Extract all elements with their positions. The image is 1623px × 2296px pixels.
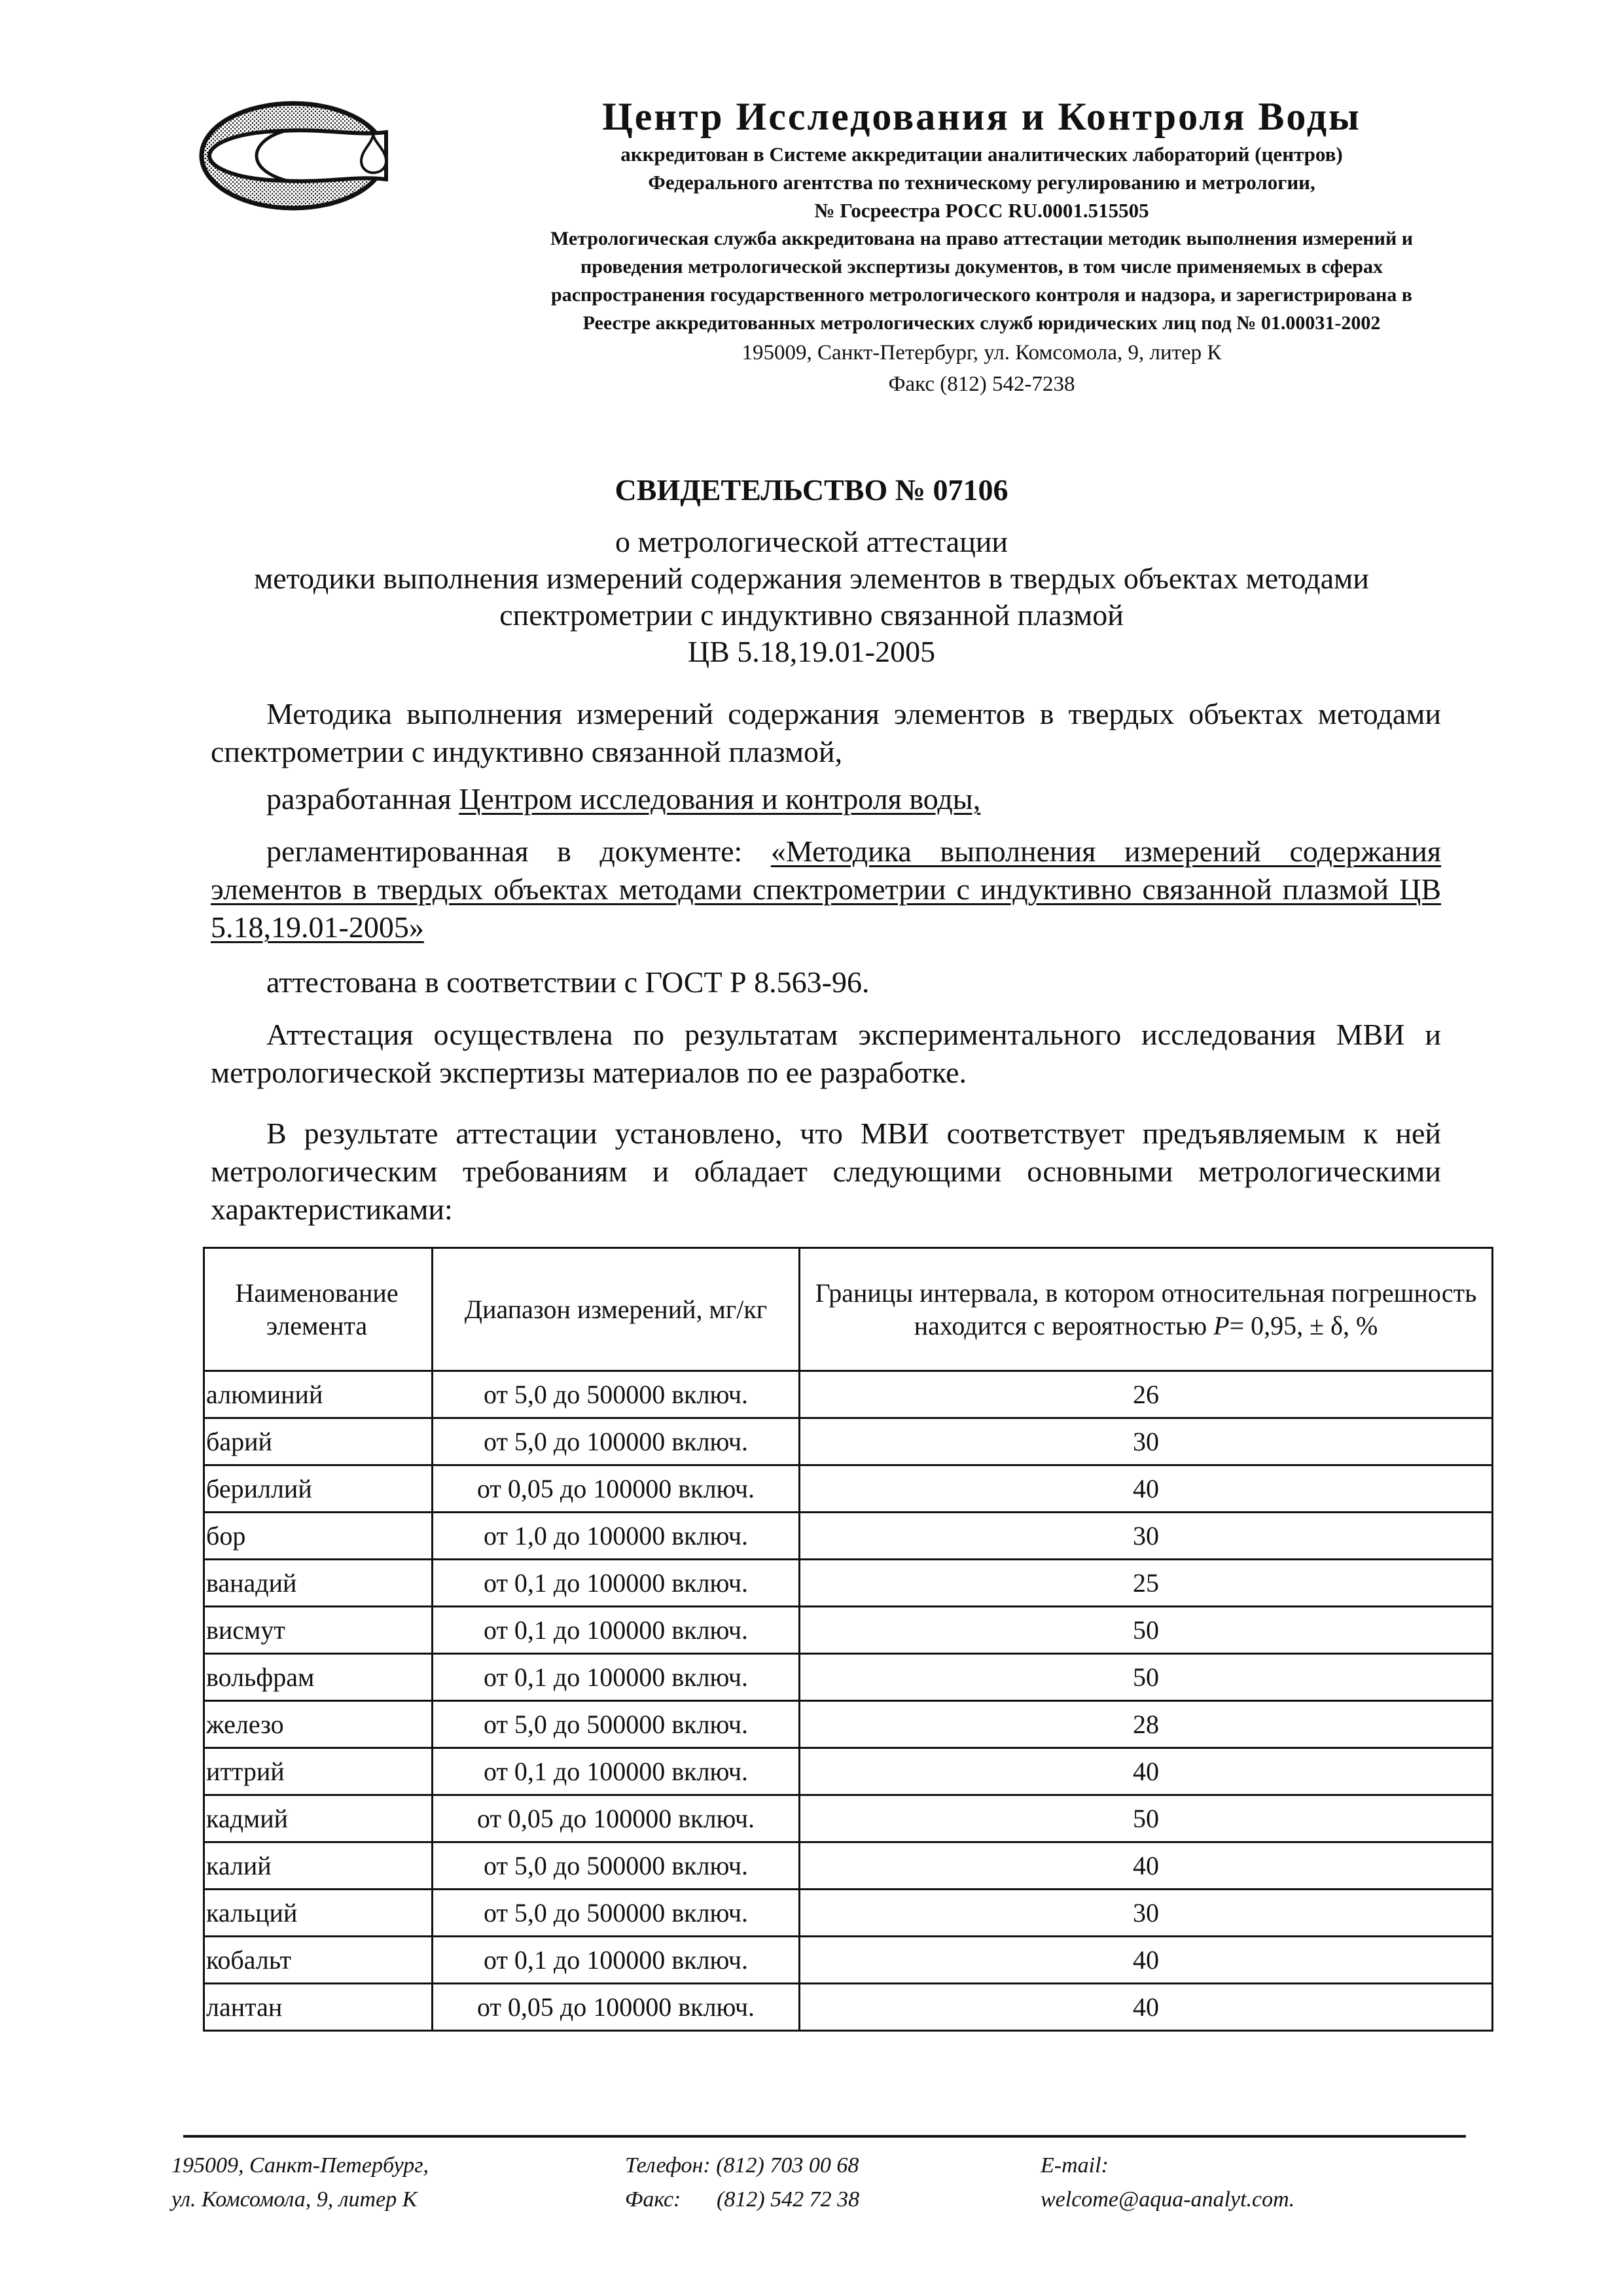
measurement-range: от 0,1 до 100000 включ. [433,1748,800,1795]
footer-address: 195009, Санкт-Петербург, ул. Комсомола, 9, литер К [171,2153,429,2212]
table-row [204,1560,1493,1607]
developer-name: Центром исследования и контроля воды, [459,782,981,816]
element-name: кальций [204,1890,433,1937]
paragraph-developer [211,780,1441,818]
element-name: алюминий [204,1371,433,1418]
phone-label: Телефон: [625,2153,711,2178]
element-name: барий [204,1418,433,1465]
relative-error: 30 [800,1513,1493,1560]
organization-header [471,93,1492,337]
element-name: кадмий [204,1795,433,1842]
registry-number: № Госреестра РОСС RU.0001.515505 [814,199,1149,222]
relative-error: 28 [800,1701,1493,1748]
paragraph-method: Методика выполнения измерений содержания элементов в твердых объектах методами спектрометрии с индуктивно связанной плазмой, [211,697,1441,768]
accreditation-line: аккредитован в Системе аккредитации аналитических лабораторий (центров) [620,143,1343,166]
table-row [204,1607,1493,1654]
table-row [204,1748,1493,1795]
table-body [204,1371,1493,2031]
table-row [204,1890,1493,1937]
measurement-range: от 5,0 до 500000 включ. [433,1371,800,1418]
column-header-range: Диапазон измерений, мг/кг [433,1248,800,1371]
relative-error: 30 [800,1890,1493,1937]
table-row [204,1984,1493,2031]
metrological-characteristics-table [203,1247,1493,2032]
table-row [204,1513,1493,1560]
paragraph-attestation: Аттестация осуществлена по результатам экспериментального исследования МВИ и метрологической экспертизы материалов по ее разработке. [211,1018,1441,1089]
subtitle-line: спектрометрии с индуктивно связанной плазмой [499,598,1124,632]
measurement-range: от 0,05 до 100000 включ. [433,1795,800,1842]
organization-name: Центр Исследования и Контроля Воды [602,95,1361,138]
relative-error: 50 [800,1654,1493,1701]
element-name: калий [204,1842,433,1890]
footer-divider [183,2135,1466,2138]
fax-label: Факс: [625,2187,681,2212]
fax-number: (812) 542 72 38 [717,2187,860,2212]
certificate-title: СВИДЕТЕЛЬСТВО № 07106 [615,473,1008,507]
measurement-range: от 5,0 до 500000 включ. [433,1701,800,1748]
subtitle-line: о метрологической аттестации [615,525,1008,558]
header-fax: Факс (812) 542-7238 [888,372,1075,396]
footer-phones [625,2149,952,2217]
element-name: кобальт [204,1937,433,1984]
document-name: «Методика выполнения измерений содержания элементов в твердых объектах методами спектрометрии с индуктивно связанной плазмой ЦВ 5.18,19.01-2005» [211,834,1441,944]
measurement-range: от 0,1 до 100000 включ. [433,1607,800,1654]
paragraph-result: В результате аттестации установлено, что МВИ соответствует предъявляемым к ней метрологическим требованиям и обладает следующими основными метрологическими характеристиками: [211,1117,1441,1226]
element-name: бор [204,1513,433,1560]
table-row [204,1937,1493,1984]
element-name: вольфрам [204,1654,433,1701]
relative-error: 40 [800,1937,1493,1984]
certificate-subtitle [0,524,1623,670]
measurement-range: от 0,1 до 100000 включ. [433,1937,800,1984]
table-row [204,1654,1493,1701]
element-name: ванадий [204,1560,433,1607]
accreditation-line: проведения метрологической экспертизы документов, в том числе применяемых в сферах [580,256,1383,278]
measurement-range: от 5,0 до 500000 включ. [433,1890,800,1937]
table-row [204,1465,1493,1513]
email-label: E-mail: [1041,2153,1109,2178]
element-name: бериллий [204,1465,433,1513]
accreditation-line: распространения государственного метрологического контроля и надзора, и зарегистрирована в [551,284,1412,306]
table-row [204,1701,1493,1748]
table-row [204,1842,1493,1890]
measurement-range: от 0,1 до 100000 включ. [433,1654,800,1701]
footer-email [1041,2149,1433,2217]
measurement-range: от 0,1 до 100000 включ. [433,1560,800,1607]
relative-error: 40 [800,1465,1493,1513]
table-row [204,1795,1493,1842]
accreditation-line: Реестре аккредитованных метрологических служб юридических лиц под № 01.00031-2002 [582,312,1381,334]
element-name: железо [204,1701,433,1748]
relative-error: 40 [800,1984,1493,2031]
column-header-accuracy: Границы интервала, в котором относительная погрешность находится с вероятностью P= 0,95, ± δ, % [800,1248,1493,1371]
table-header-row [204,1248,1493,1371]
paragraph-regulated-document [211,833,1441,946]
paragraph-standard: аттестована в соответствии с ГОСТ Р 8.563-96. [266,965,870,999]
accreditation-line: Федерального агентства по техническому регулированию и метрологии, [648,171,1315,194]
subtitle-line: методики выполнения измерений содержания элементов в твердых объектах методами [254,562,1369,595]
measurement-range: от 5,0 до 100000 включ. [433,1418,800,1465]
header-address-block [654,337,1309,400]
element-name: иттрий [204,1748,433,1795]
relative-error: 40 [800,1842,1493,1890]
element-name: висмут [204,1607,433,1654]
table-row [204,1371,1493,1418]
measurement-range: от 5,0 до 500000 включ. [433,1842,800,1890]
developer-prefix: разработанная [266,782,459,816]
relative-error: 30 [800,1418,1493,1465]
relative-error: 50 [800,1607,1493,1654]
organization-logo-icon [196,98,393,213]
element-name: лантан [204,1984,433,2031]
relative-error: 40 [800,1748,1493,1795]
measurement-range: от 0,05 до 100000 включ. [433,1465,800,1513]
method-code: ЦВ 5.18,19.01-2005 [687,635,936,668]
measurement-range: от 1,0 до 100000 включ. [433,1513,800,1560]
accreditation-line: Метрологическая служба аккредитована на право аттестации методик выполнения измерений и [550,228,1414,249]
document-prefix: регламентированная в документе: [266,834,771,868]
header-address: 195009, Санкт-Петербург, ул. Комсомола, 9, литер К [741,341,1222,365]
relative-error: 25 [800,1560,1493,1607]
relative-error: 50 [800,1795,1493,1842]
email-link[interactable]: welcome@aqua-analyt.com. [1041,2187,1295,2212]
relative-error: 26 [800,1371,1493,1418]
table-row [204,1418,1493,1465]
phone-number: (812) 703 00 68 [716,2153,859,2178]
column-header-element: Наименование элемента [204,1248,433,1371]
measurement-range: от 0,05 до 100000 включ. [433,1984,800,2031]
